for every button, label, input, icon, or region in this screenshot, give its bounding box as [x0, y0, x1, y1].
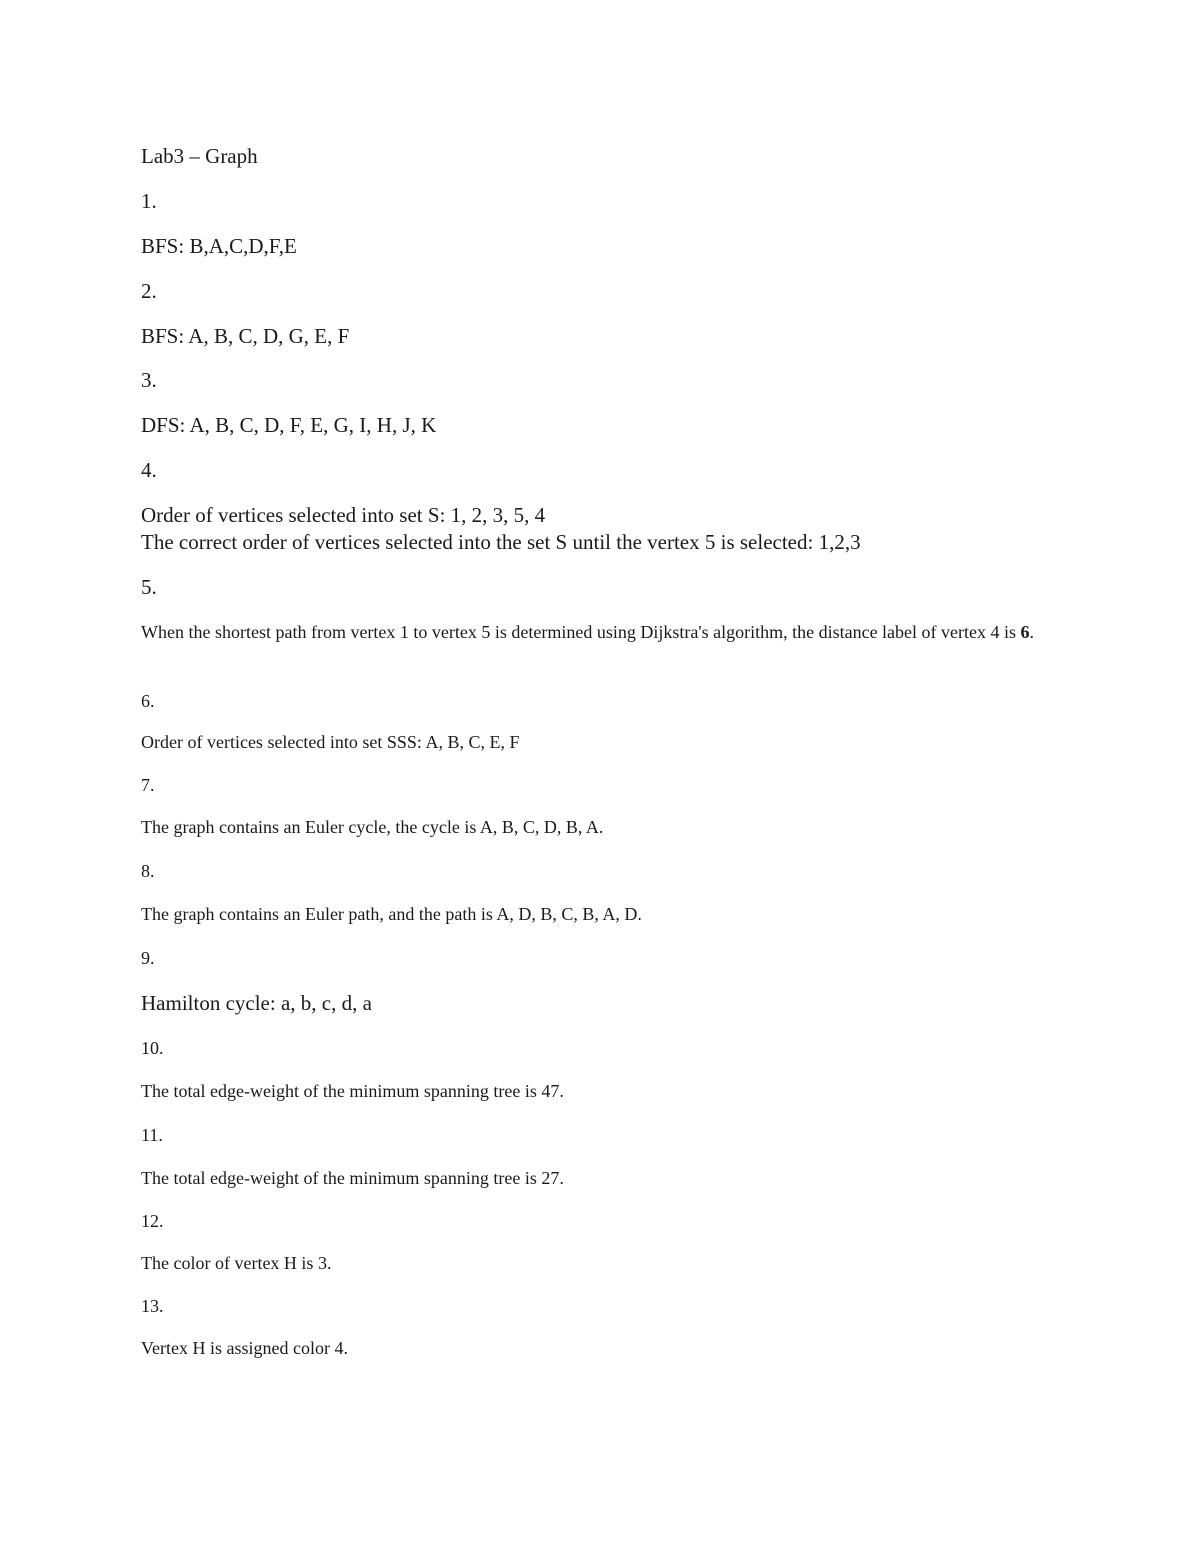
question-3-number: 3. [141, 368, 157, 392]
question-2-number: 2. [141, 279, 157, 303]
question-2-answer: BFS: A, B, C, D, G, E, F [141, 324, 350, 348]
question-8-answer: The graph contains an Euler path, and the path is A, D, B, C, B, A, D. [141, 904, 642, 924]
question-11-answer: The total edge-weight of the minimum spanning tree is 27. [141, 1168, 564, 1188]
question-1-number: 1. [141, 189, 157, 213]
question-5-answer-end: . [1029, 622, 1035, 642]
question-7-number: 7. [141, 775, 155, 795]
question-12-number: 12. [141, 1211, 164, 1231]
question-4-number: 4. [141, 458, 157, 482]
question-3-answer: DFS: A, B, C, D, F, E, G, I, H, J, K [141, 413, 437, 437]
question-5-number: 5. [141, 575, 157, 599]
question-4-answer-line2: The correct order of vertices selected into the set S until the vertex 5 is selected: 1,2,3 [141, 530, 861, 554]
question-11-number: 11. [141, 1125, 163, 1145]
question-13-answer: Vertex H is assigned color 4. [141, 1338, 348, 1358]
page-title: Lab3 – Graph [141, 144, 258, 168]
question-5-answer [141, 619, 1041, 645]
question-12-answer: The color of vertex H is 3. [141, 1253, 332, 1273]
question-10-answer: The total edge-weight of the minimum spanning tree is 47. [141, 1081, 564, 1101]
question-5-answer-value: 6 [1020, 622, 1030, 642]
question-9-answer: Hamilton cycle: a, b, c, d, a [141, 991, 372, 1015]
question-5-answer-text: When the shortest path from vertex 1 to vertex 5 is determined using Dijkstra's algorithm, the distance label of vertex 4 is [141, 622, 1021, 642]
question-10-number: 10. [141, 1038, 164, 1058]
question-4-answer-line1: Order of vertices selected into set S: 1, 2, 3, 5, 4 [141, 503, 546, 527]
question-9-number: 9. [141, 948, 155, 968]
question-6-number: 6. [141, 691, 155, 711]
question-13-number: 13. [141, 1296, 164, 1316]
question-6-answer: Order of vertices selected into set SSS: A, B, C, E, F [141, 732, 520, 752]
question-1-answer: BFS: B,A,C,D,F,E [141, 234, 297, 258]
question-7-answer: The graph contains an Euler cycle, the cycle is A, B, C, D, B, A. [141, 817, 604, 837]
question-8-number: 8. [141, 861, 155, 881]
